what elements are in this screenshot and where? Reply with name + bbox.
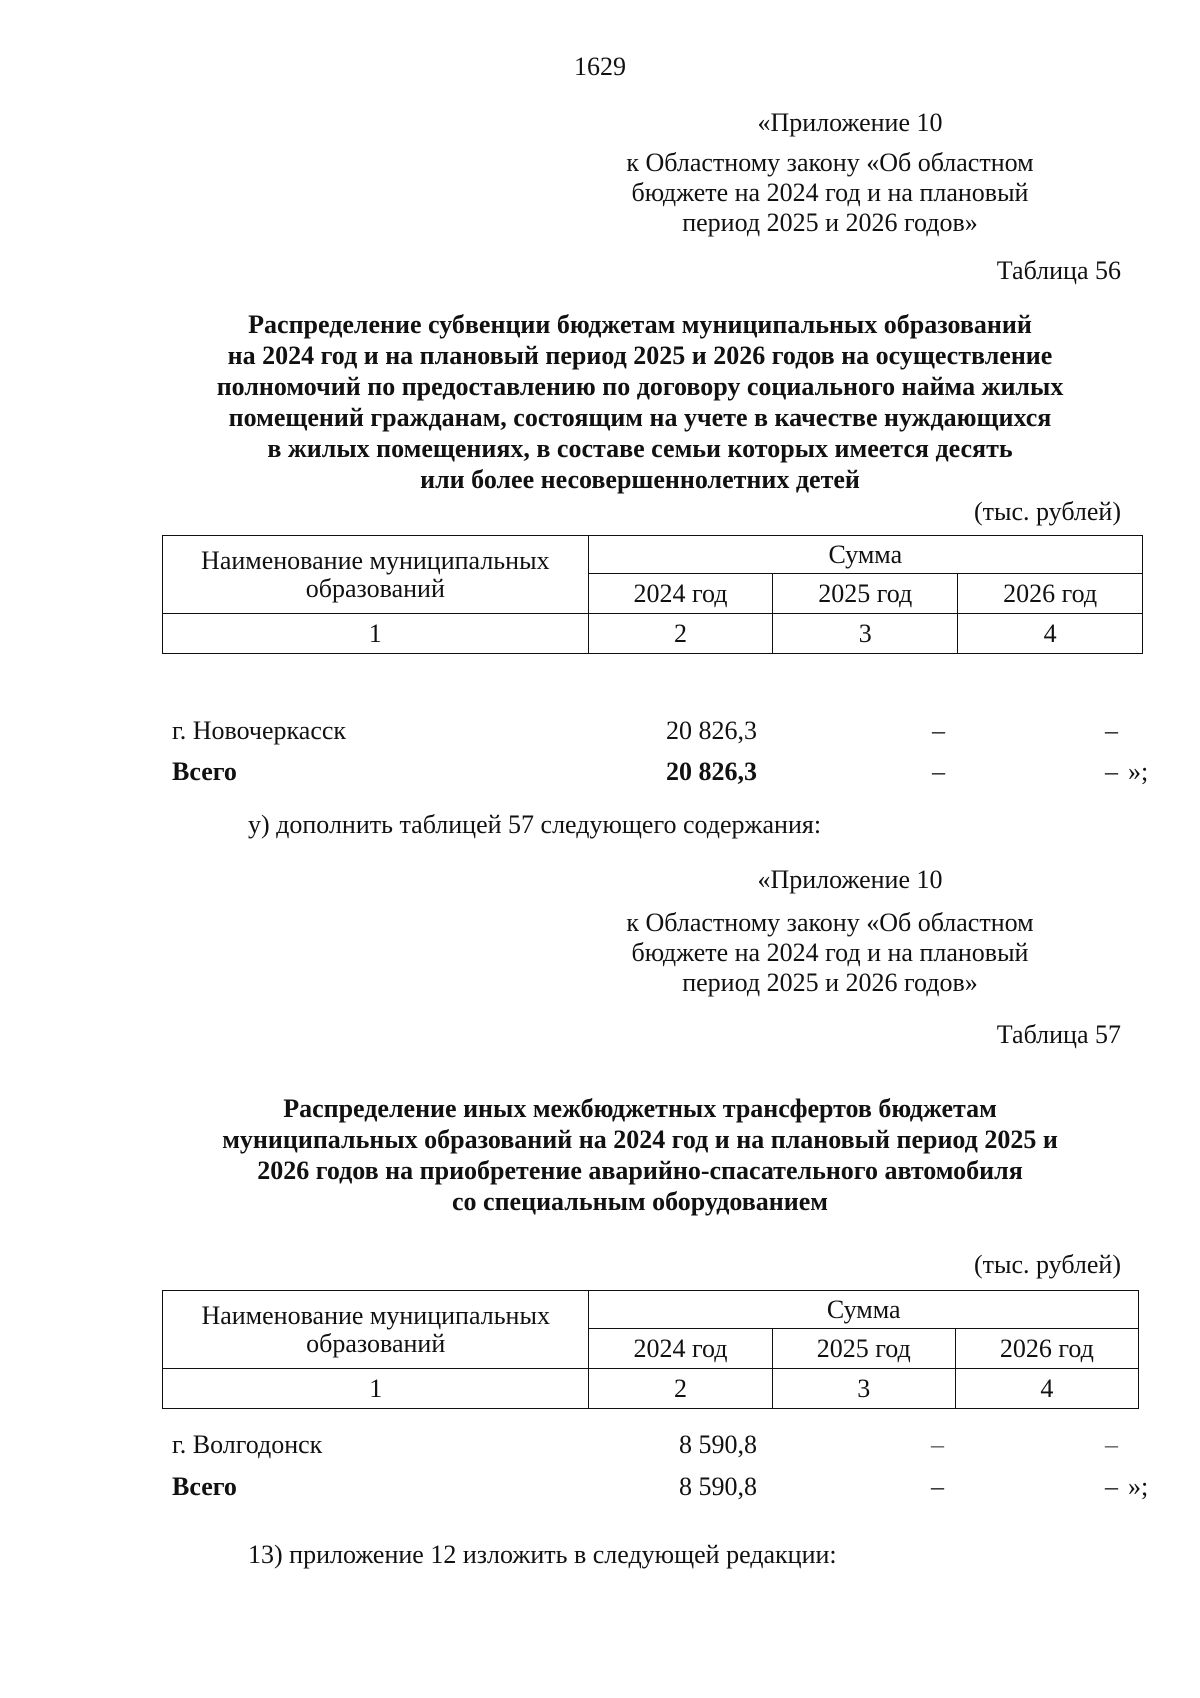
- table-57-title-line-4: со специальным оборудованием: [451, 1187, 828, 1216]
- paragraph-13: 13) приложение 12 изложить в следующей редакции:: [248, 1540, 837, 1569]
- closing-quote: »;: [1128, 1472, 1149, 1501]
- sum-header: Сумма: [588, 536, 1142, 574]
- value-2025: –: [932, 757, 945, 786]
- name-column-header: Наименование муниципальных образований: [163, 536, 589, 614]
- value-2024: 20 826,3: [666, 716, 757, 745]
- sum-header: Сумма: [589, 1291, 1139, 1329]
- units-label-1: (тыс. рублей): [973, 497, 1121, 526]
- law-reference-2-line-1: к Областному закону «Об областном: [626, 908, 1034, 937]
- table-57-header: [162, 1290, 1139, 1409]
- column-number: 1: [163, 1369, 589, 1409]
- table-56-title-line-1: Распределение субвенции бюджетам муниципальных образований: [248, 310, 1032, 339]
- table-56-title-line-5: в жилых помещениях, в составе семьи которых имеется десять: [267, 434, 1013, 463]
- value-2025: –: [931, 1472, 944, 1501]
- year-2025-header: 2025 год: [772, 1329, 955, 1369]
- appendix-heading-1: «Приложение 10: [757, 108, 943, 137]
- value-2024: 8 590,8: [679, 1472, 757, 1501]
- row-name: г. Волгодонск: [172, 1430, 323, 1459]
- column-number: 2: [588, 614, 773, 654]
- year-2024-header: 2024 год: [589, 1329, 772, 1369]
- law-reference-1-line-1: к Областному закону «Об областном: [626, 148, 1034, 177]
- year-2026-header: 2026 год: [955, 1329, 1138, 1369]
- page-number: 1629: [574, 52, 626, 81]
- value-2026: –: [1105, 1430, 1118, 1459]
- table-56-title-line-6: или более несовершеннолетних детей: [420, 465, 860, 494]
- column-number: 2: [589, 1369, 772, 1409]
- year-2024-header: 2024 год: [588, 574, 773, 614]
- law-reference-1-line-3: период 2025 и 2026 годов»: [682, 208, 978, 237]
- law-reference-2-line-3: период 2025 и 2026 годов»: [682, 968, 978, 997]
- table-57-title-line-1: Распределение иных межбюджетных трансфертов бюджетам: [283, 1094, 997, 1123]
- table-label-56: Таблица 56: [996, 256, 1121, 285]
- year-2026-header: 2026 год: [958, 574, 1143, 614]
- value-2025: –: [932, 716, 945, 745]
- year-2025-header: 2025 год: [773, 574, 958, 614]
- table-56-title-line-3: полномочий по предоставлению по договору социального найма жилых: [216, 372, 1064, 401]
- value-2026: –: [1105, 1472, 1118, 1501]
- value-2024: 20 826,3: [666, 757, 757, 786]
- table-57-title-line-2: муниципальных образований на 2024 год и на плановый период 2025 и: [222, 1125, 1058, 1154]
- column-number: 1: [163, 614, 589, 654]
- paragraph-u: у) дополнить таблицей 57 следующего содержания:: [248, 810, 822, 839]
- row-name: Всего: [172, 1472, 237, 1501]
- law-reference-1-line-2: бюджете на 2024 год и на плановый: [631, 178, 1029, 207]
- value-2026: –: [1105, 716, 1118, 745]
- column-number: 4: [955, 1369, 1138, 1409]
- units-label-2: (тыс. рублей): [973, 1250, 1121, 1279]
- appendix-heading-2: «Приложение 10: [757, 865, 943, 894]
- table-57-title-line-3: 2026 годов на приобретение аварийно-спасательного автомобиля: [257, 1156, 1023, 1185]
- column-number: 4: [958, 614, 1143, 654]
- row-name: г. Новочеркасск: [172, 716, 347, 745]
- law-reference-2-line-2: бюджете на 2024 год и на плановый: [631, 938, 1029, 967]
- value-2026: –: [1105, 757, 1118, 786]
- table-56-title-line-2: на 2024 год и на плановый период 2025 и 2026 годов на осуществление: [227, 341, 1053, 370]
- column-number: 3: [772, 1369, 955, 1409]
- table-56-title-line-4: помещений гражданам, состоящим на учете в качестве нуждающихся: [228, 403, 1052, 432]
- value-2024: 8 590,8: [679, 1430, 757, 1459]
- column-number: 3: [773, 614, 958, 654]
- closing-quote: »;: [1128, 757, 1149, 786]
- row-name: Всего: [172, 757, 237, 786]
- table-56-header: [162, 535, 1143, 654]
- name-column-header: Наименование муниципальных образований: [163, 1291, 589, 1369]
- table-label-57: Таблица 57: [996, 1020, 1121, 1049]
- value-2025: –: [931, 1430, 944, 1459]
